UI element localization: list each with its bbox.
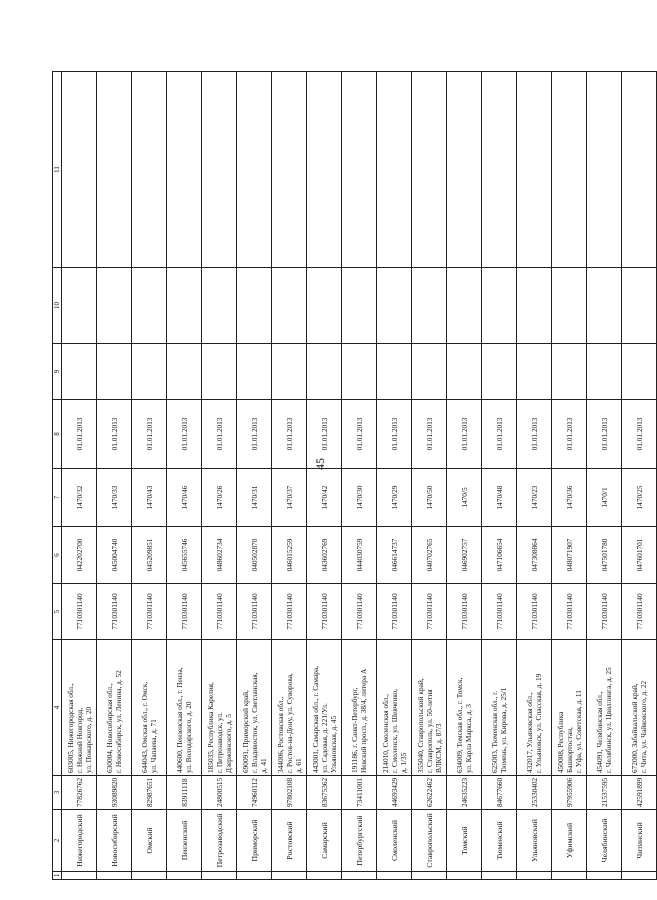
cell-branch-name: Ульяновский bbox=[517, 810, 552, 872]
table-row bbox=[97, 72, 132, 880]
cell-col9 bbox=[97, 344, 132, 400]
cell-inn: 7710301140 bbox=[97, 584, 132, 640]
cell-index bbox=[62, 872, 97, 880]
cell-address bbox=[587, 640, 622, 776]
cell-inn: 7710301140 bbox=[307, 584, 342, 640]
cell-col10 bbox=[622, 268, 657, 344]
cell-bik: 045655746 bbox=[167, 527, 202, 584]
table-row bbox=[447, 72, 482, 880]
cell-code: 97955906 bbox=[552, 776, 587, 810]
cell-address bbox=[412, 640, 447, 776]
cell-address bbox=[167, 640, 202, 776]
address-line: Тюмень, ул. Кирова, д. 25/1 bbox=[499, 687, 508, 773]
table-row bbox=[412, 72, 447, 880]
address-line: г. Ульяновск, ул. Спасская, д. 19 bbox=[534, 673, 543, 773]
cell-col9 bbox=[272, 344, 307, 400]
cell-col9 bbox=[62, 344, 97, 400]
table-row bbox=[167, 72, 202, 880]
cell-bik: 046902757 bbox=[447, 527, 482, 584]
page-number: 45 bbox=[312, 458, 327, 470]
address-line: д. 41 bbox=[258, 758, 268, 773]
column-number: 4 bbox=[53, 640, 62, 776]
address-line: 443001, Самарская обл., г. Самара, bbox=[310, 666, 320, 773]
cell-bik: 047106654 bbox=[482, 527, 517, 584]
address-line: Ульяновская, д. 45 bbox=[328, 715, 338, 773]
table-row bbox=[587, 72, 622, 880]
cell-address bbox=[202, 640, 237, 776]
cell-number: 1470/46 bbox=[167, 469, 202, 527]
cell-col11 bbox=[237, 72, 272, 268]
address-line: г. Чита, ул. Чайковского, д. 22 bbox=[639, 680, 648, 773]
cell-address bbox=[622, 640, 657, 776]
cell-col10 bbox=[517, 268, 552, 344]
cell-code: 42591899 bbox=[622, 776, 657, 810]
cell-date: 01.01.2013 bbox=[132, 400, 167, 469]
cell-code: 83911118 bbox=[167, 776, 202, 810]
cell-col9 bbox=[237, 344, 272, 400]
cell-number: 1470/42 bbox=[307, 469, 342, 527]
cell-index bbox=[622, 872, 657, 880]
cell-index bbox=[237, 872, 272, 880]
cell-code: 62622462 bbox=[412, 776, 447, 810]
cell-bik: 040702765 bbox=[412, 527, 447, 584]
address-line: 450008, Республика bbox=[555, 711, 565, 773]
address-line: 644043, Омская обл., г. Омск, bbox=[140, 681, 149, 773]
cell-index bbox=[552, 872, 587, 880]
cell-number: 1470/29 bbox=[377, 469, 412, 527]
address-line: 191186, г. Санкт-Петербург, bbox=[350, 687, 359, 773]
cell-code: 25330402 bbox=[517, 776, 552, 810]
cell-col11 bbox=[412, 72, 447, 268]
cell-col9 bbox=[552, 344, 587, 400]
cell-inn: 7710301140 bbox=[622, 584, 657, 640]
cell-code: 21537595 bbox=[587, 776, 622, 810]
table-body bbox=[62, 72, 657, 880]
cell-date: 01.01.2013 bbox=[587, 400, 622, 469]
cell-col10 bbox=[447, 268, 482, 344]
cell-col11 bbox=[517, 72, 552, 268]
address-line: ул. Чапаева, д. 71 bbox=[149, 719, 158, 773]
cell-index bbox=[377, 872, 412, 880]
column-number: 7 bbox=[53, 469, 62, 527]
cell-col10 bbox=[342, 268, 377, 344]
address-line: г. Новосибирск, ул. Ленина, д. 52 bbox=[114, 670, 123, 773]
address-line: Невский просп., д. 38/4, литера А bbox=[359, 668, 368, 773]
cell-date: 01.01.2013 bbox=[377, 400, 412, 469]
cell-col9 bbox=[412, 344, 447, 400]
cell-col10 bbox=[552, 268, 587, 344]
cell-branch-name: Самарский bbox=[307, 810, 342, 872]
cell-col10 bbox=[272, 268, 307, 344]
cell-date: 01.01.2013 bbox=[272, 400, 307, 469]
cell-date: 01.01.2013 bbox=[307, 400, 342, 469]
address-line: ул. Пожарского, д. 20 bbox=[83, 706, 93, 773]
cell-col11 bbox=[132, 72, 167, 268]
cell-index bbox=[342, 872, 377, 880]
column-number: 10 bbox=[53, 268, 62, 344]
cell-address bbox=[237, 640, 272, 776]
column-number: 6 bbox=[53, 527, 62, 584]
cell-number: 1470/1 bbox=[587, 469, 622, 527]
cell-address bbox=[272, 640, 307, 776]
table-row bbox=[307, 72, 342, 880]
column-number: 5 bbox=[53, 584, 62, 640]
cell-address bbox=[132, 640, 167, 776]
cell-inn: 7710301140 bbox=[132, 584, 167, 640]
cell-date: 01.01.2013 bbox=[552, 400, 587, 469]
cell-date: 01.01.2013 bbox=[62, 400, 97, 469]
cell-branch-name: Читинский bbox=[622, 810, 657, 872]
cell-inn: 7710301140 bbox=[517, 584, 552, 640]
cell-address bbox=[517, 640, 552, 776]
cell-col11 bbox=[167, 72, 202, 268]
cell-index bbox=[167, 872, 202, 880]
cell-col10 bbox=[167, 268, 202, 344]
cell-col11 bbox=[342, 72, 377, 268]
cell-bik: 042202700 bbox=[62, 527, 97, 584]
cell-code: 84677660 bbox=[482, 776, 517, 810]
cell-col9 bbox=[132, 344, 167, 400]
cell-bik: 046015259 bbox=[272, 527, 307, 584]
cell-date: 01.01.2013 bbox=[237, 400, 272, 469]
cell-code: 24635223 bbox=[447, 776, 482, 810]
cell-index bbox=[447, 872, 482, 880]
cell-code: 73411001 bbox=[342, 776, 377, 810]
address-line: ВЛКСМ, д. 87/3 bbox=[433, 723, 443, 773]
cell-address bbox=[62, 640, 97, 776]
cell-code: 97802108 bbox=[272, 776, 307, 810]
cell-branch-name: Ставропольский bbox=[412, 810, 447, 872]
cell-date: 01.01.2013 bbox=[202, 400, 237, 469]
cell-col10 bbox=[132, 268, 167, 344]
cell-col10 bbox=[377, 268, 412, 344]
cell-branch-name: Приморский bbox=[237, 810, 272, 872]
address-line: 355040, Ставропольский край, bbox=[415, 678, 425, 773]
cell-code: 82987651 bbox=[132, 776, 167, 810]
cell-inn: 7710301140 bbox=[412, 584, 447, 640]
cell-index bbox=[517, 872, 552, 880]
cell-number: 1470/43 bbox=[132, 469, 167, 527]
cell-branch-name: Петербургский bbox=[342, 810, 377, 872]
address-line: Дзержинского, д. 5 bbox=[223, 714, 233, 773]
cell-branch-name: Смоленский bbox=[377, 810, 412, 872]
address-line: ул. Карла Маркса, д. 3 bbox=[464, 704, 473, 773]
table-row bbox=[202, 72, 237, 880]
address-line: 432017, Ульяновская обл., bbox=[525, 692, 534, 773]
cell-col9 bbox=[202, 344, 237, 400]
cell-bik: 045209851 bbox=[132, 527, 167, 584]
cell-date: 01.01.2013 bbox=[517, 400, 552, 469]
address-line: г. Владивосток, ул. Светланская, bbox=[249, 672, 259, 773]
cell-bik: 044030759 bbox=[342, 527, 377, 584]
cell-code: 83675362 bbox=[307, 776, 342, 810]
cell-code: 44693429 bbox=[377, 776, 412, 810]
cell-col11 bbox=[202, 72, 237, 268]
cell-col9 bbox=[622, 344, 657, 400]
address-line: 440600, Пензенская обл., г. Пенза, bbox=[175, 667, 184, 773]
cell-col10 bbox=[307, 268, 342, 344]
address-line: 690091, Приморский край, bbox=[240, 690, 250, 773]
table-row bbox=[377, 72, 412, 880]
address-line: Башкортостан, bbox=[564, 727, 574, 773]
cell-address bbox=[307, 640, 342, 776]
address-line: 185035, Республика Карелия, bbox=[205, 682, 215, 773]
address-line: г. Челябинск, ул. Цвиллинга, д. 25 bbox=[604, 667, 613, 773]
address-line: 454091, Челябинская обл., bbox=[595, 691, 604, 773]
cell-date: 01.01.2013 bbox=[622, 400, 657, 469]
cell-branch-name: Пензенский bbox=[167, 810, 202, 872]
table-row bbox=[342, 72, 377, 880]
cell-col10 bbox=[202, 268, 237, 344]
cell-col9 bbox=[377, 344, 412, 400]
address-line: д. 1/35 bbox=[398, 752, 408, 773]
cell-bik: 040502870 bbox=[237, 527, 272, 584]
address-line: 634009, Томская обл., г. Томск, bbox=[455, 677, 464, 773]
cell-date: 01.01.2013 bbox=[342, 400, 377, 469]
cell-index bbox=[412, 872, 447, 880]
cell-col11 bbox=[552, 72, 587, 268]
cell-bik: 047308864 bbox=[517, 527, 552, 584]
cell-address bbox=[482, 640, 517, 776]
cell-col9 bbox=[167, 344, 202, 400]
cell-number: 1470/32 bbox=[62, 469, 97, 527]
cell-date: 01.01.2013 bbox=[412, 400, 447, 469]
column-number: 9 bbox=[53, 344, 62, 400]
column-number: 1 bbox=[53, 872, 62, 880]
table-row bbox=[62, 72, 97, 880]
address-line: ул. Садовая, д. 221/Ул. bbox=[319, 703, 329, 773]
cell-inn: 7710301140 bbox=[272, 584, 307, 640]
address-line: 630004, Новосибирская обл., bbox=[105, 683, 114, 773]
cell-col10 bbox=[587, 268, 622, 344]
cell-address bbox=[377, 640, 412, 776]
address-line: ул. Володарского, д. 20 bbox=[184, 701, 193, 773]
cell-col10 bbox=[237, 268, 272, 344]
cell-date: 01.01.2013 bbox=[482, 400, 517, 469]
table-row bbox=[482, 72, 517, 880]
cell-bik: 046614737 bbox=[377, 527, 412, 584]
cell-col9 bbox=[307, 344, 342, 400]
column-number: 3 bbox=[53, 776, 62, 810]
cell-branch-name: Петрозаводский bbox=[202, 810, 237, 872]
table-row bbox=[132, 72, 167, 880]
cell-branch-name: Новосибирский bbox=[97, 810, 132, 872]
cell-number: 1470/5 bbox=[447, 469, 482, 527]
cell-col10 bbox=[412, 268, 447, 344]
cell-col10 bbox=[97, 268, 132, 344]
address-line: г. Ставрополь, ул. 50-летия bbox=[424, 689, 434, 773]
cell-inn: 7710301140 bbox=[587, 584, 622, 640]
cell-inn: 7710301140 bbox=[167, 584, 202, 640]
cell-code: 74960112 bbox=[237, 776, 272, 810]
cell-col10 bbox=[62, 268, 97, 344]
cell-col11 bbox=[622, 72, 657, 268]
cell-number: 1470/26 bbox=[202, 469, 237, 527]
cell-branch-name: Уфимский bbox=[552, 810, 587, 872]
cell-date: 01.01.2013 bbox=[167, 400, 202, 469]
cell-address bbox=[552, 640, 587, 776]
cell-bik: 045004740 bbox=[97, 527, 132, 584]
cell-bik: 047501780 bbox=[587, 527, 622, 584]
cell-inn: 7710301140 bbox=[62, 584, 97, 640]
cell-col9 bbox=[517, 344, 552, 400]
cell-inn: 7710301140 bbox=[377, 584, 412, 640]
table-row bbox=[622, 72, 657, 880]
table-row bbox=[272, 72, 307, 880]
cell-index bbox=[132, 872, 167, 880]
cell-number: 1470/36 bbox=[552, 469, 587, 527]
cell-col11 bbox=[377, 72, 412, 268]
cell-address bbox=[342, 640, 377, 776]
address-line: г. Уфа, ул. Советская, д. 11 bbox=[573, 690, 583, 773]
cell-inn: 7710301140 bbox=[552, 584, 587, 640]
cell-col9 bbox=[587, 344, 622, 400]
cell-col9 bbox=[447, 344, 482, 400]
cell-inn: 7710301140 bbox=[237, 584, 272, 640]
cell-col9 bbox=[482, 344, 517, 400]
cell-branch-name: Нижегородский bbox=[62, 810, 97, 872]
cell-col11 bbox=[447, 72, 482, 268]
column-number: 11 bbox=[53, 72, 62, 268]
cell-index bbox=[202, 872, 237, 880]
cell-inn: 7710301140 bbox=[342, 584, 377, 640]
cell-number: 1470/37 bbox=[272, 469, 307, 527]
cell-address bbox=[97, 640, 132, 776]
column-number-row bbox=[53, 72, 62, 880]
table-row bbox=[517, 72, 552, 880]
address-line: 603005, Нижегородская обл., bbox=[65, 683, 75, 773]
cell-col10 bbox=[482, 268, 517, 344]
cell-number: 1470/48 bbox=[482, 469, 517, 527]
address-line: 625003, Тюменская обл., г. bbox=[490, 690, 499, 773]
table-row bbox=[552, 72, 587, 880]
cell-inn: 7710301140 bbox=[202, 584, 237, 640]
cell-col11 bbox=[272, 72, 307, 268]
cell-number: 1470/50 bbox=[412, 469, 447, 527]
address-line: г. Петрозаводск, ул. bbox=[214, 712, 224, 773]
cell-index bbox=[482, 872, 517, 880]
address-line: г. Нижний Новгород, bbox=[74, 707, 84, 773]
cell-branch-name: Тюменский bbox=[482, 810, 517, 872]
address-line: 344006, Ростовская обл., bbox=[275, 696, 285, 773]
cell-branch-name: Томский bbox=[447, 810, 482, 872]
cell-bik: 048602734 bbox=[202, 527, 237, 584]
cell-date: 01.01.2013 bbox=[447, 400, 482, 469]
branches-table bbox=[52, 71, 657, 880]
cell-code: 24800515 bbox=[202, 776, 237, 810]
cell-index bbox=[587, 872, 622, 880]
cell-col11 bbox=[482, 72, 517, 268]
cell-index bbox=[307, 872, 342, 880]
cell-col11 bbox=[307, 72, 342, 268]
cell-branch-name: Челябинский bbox=[587, 810, 622, 872]
rotated-table-container bbox=[52, 72, 648, 880]
cell-index bbox=[97, 872, 132, 880]
cell-branch-name: Омский bbox=[132, 810, 167, 872]
cell-inn: 7710301140 bbox=[482, 584, 517, 640]
cell-bik: 047601701 bbox=[622, 527, 657, 584]
cell-address bbox=[447, 640, 482, 776]
column-number: 8 bbox=[53, 400, 62, 469]
cell-col11 bbox=[62, 72, 97, 268]
cell-inn: 7710301140 bbox=[447, 584, 482, 640]
address-line: д. 61 bbox=[293, 758, 303, 773]
cell-bik: 048071907 bbox=[552, 527, 587, 584]
address-line: 672000, Забайкальский край, bbox=[630, 683, 639, 773]
cell-branch-name: Ростовский bbox=[272, 810, 307, 872]
cell-code: 77826762 bbox=[62, 776, 97, 810]
cell-date: 01.01.2013 bbox=[97, 400, 132, 469]
cell-number: 1470/33 bbox=[97, 469, 132, 527]
address-line: г. Смоленск, ул. Шевченко, bbox=[389, 689, 399, 773]
cell-number: 1470/23 bbox=[517, 469, 552, 527]
address-line: 214010, Смоленская обл., bbox=[380, 694, 390, 773]
cell-code: 93089820 bbox=[97, 776, 132, 810]
cell-number: 1470/31 bbox=[237, 469, 272, 527]
address-line: г. Ростов-на-Дону, ул. Суворова, bbox=[284, 673, 294, 773]
cell-col9 bbox=[342, 344, 377, 400]
cell-index bbox=[272, 872, 307, 880]
cell-col11 bbox=[587, 72, 622, 268]
table-row bbox=[237, 72, 272, 880]
cell-number: 1470/30 bbox=[342, 469, 377, 527]
cell-bik: 043602769 bbox=[307, 527, 342, 584]
column-number: 2 bbox=[53, 810, 62, 872]
cell-number: 1470/25 bbox=[622, 469, 657, 527]
cell-col11 bbox=[97, 72, 132, 268]
